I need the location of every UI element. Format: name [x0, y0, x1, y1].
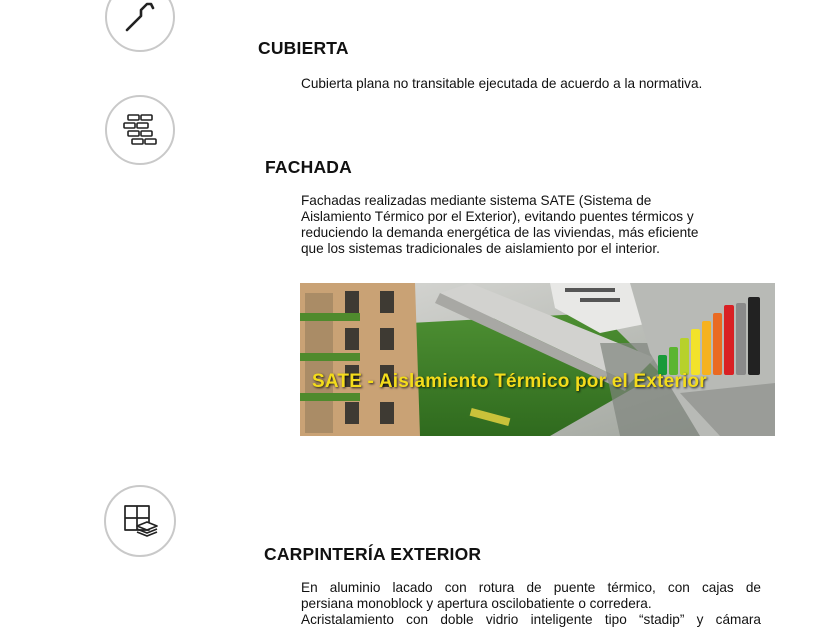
fachada-description	[301, 193, 771, 257]
section-title-cubierta: CUBIERTA	[258, 38, 349, 58]
carpinteria-line-2: persiana monoblock y apertura oscilobatiente o corredera.	[301, 596, 652, 611]
section-title-carpinteria: CARPINTERÍA EXTERIOR	[264, 544, 482, 564]
fachada-line-1: Fachadas realizadas mediante sistema SATE (Sistema de	[301, 193, 652, 208]
fachada-line-2: Aislamiento Térmico por el Exterior), evitando puentes térmicos y	[301, 209, 694, 224]
roof-icon	[105, 0, 175, 52]
cubierta-description: Cubierta plana no transitable ejecutada de acuerdo a la normativa.	[301, 76, 703, 91]
carpinteria-line-3: Acristalamiento con doble vidrio inteligente tipo “stadip” y cámara	[301, 612, 761, 627]
brick-wall-icon	[105, 95, 175, 165]
sate-banner-image	[300, 283, 775, 436]
sate-banner-illustration	[300, 283, 775, 436]
carpinteria-description	[301, 580, 761, 628]
window-layers-icon	[104, 485, 176, 557]
section-title-fachada: FACHADA	[265, 157, 352, 177]
sate-banner-caption: SATE - Aislamiento Térmico por el Exterior	[312, 371, 707, 392]
carpinteria-line-1: En aluminio lacado con rotura de puente térmico, con cajas de	[301, 580, 761, 595]
fachada-line-4: que los sistemas tradicionales de aislamiento por el interior.	[301, 241, 660, 256]
fachada-line-3: reduciendo la demanda energética de las viviendas, más eficiente	[301, 225, 699, 240]
